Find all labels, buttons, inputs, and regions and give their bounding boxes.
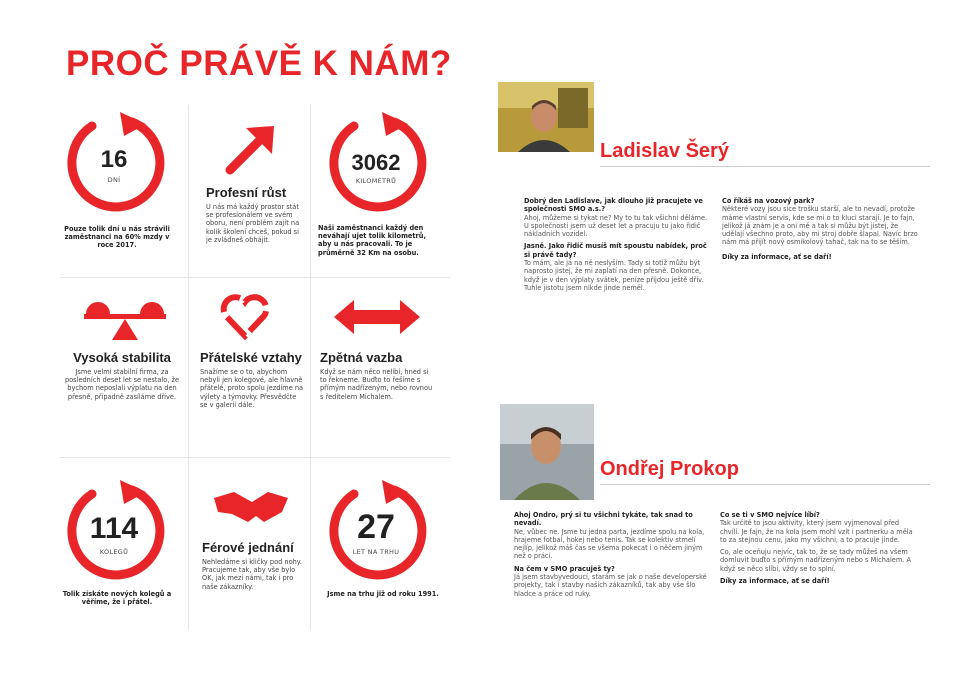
interview-left-column: Ahoj Ondro, prý si tu všichni tykáte, tak snad to nevadí. Ne, vůbec ne. Jsme tu jedna parta, jezdíme spolu na kola, hrajeme fotbal, hokej nebo tenis. Tak se kolektiv stmelí nejlíp, jelikož máš čas se všema pokecat i o něčem jiným než o práci. Na čem v SMO pracuješ ty? Já jsem stavbyvedoucí, starám se jak o naše developerské projekty, tak i stavby našich zákazníků, tak aby vše šlo hladce a práce od ruky. xyxy=(514,511,707,598)
fair-heading: Férové jednání xyxy=(202,540,294,555)
heart-arrows-icon xyxy=(218,292,272,340)
balance-scale-icon xyxy=(80,292,170,342)
interview-thanks: Díky za informace, ať se daří! xyxy=(720,577,830,586)
days-number: 16 xyxy=(100,146,128,173)
page-title: PROČ PRÁVĚ K NÁM? xyxy=(66,44,452,83)
days-unit: DNÍ xyxy=(107,176,121,184)
colleagues-unit: KOLEGŮ xyxy=(99,548,129,556)
growth-block xyxy=(206,185,302,244)
interview-right-column: Co říkáš na vozový park? Některé vozy jsou sice trošku starší, ale to nevadí, protože máme vlastní servis, kde se mi o to kluci starají. Je to fajn, jelikož já znám je a oni mě a tak si můžu být jistej, že udělají všechno proto, aby mi stroj dobře šlapal. Navíc brzo nám má přijít nový osmikolový tahač, tak na to se těším. Díky za informace, ať se daří! xyxy=(722,197,918,261)
stability-block xyxy=(64,350,180,401)
handshake-icon xyxy=(212,488,290,526)
stability-text: Jsme velmi stabilní firma, za posledních deset let se nestalo, že bychom neposlali výplatu na den přesně, případně zasíláme dříve. xyxy=(64,368,180,401)
name-underline xyxy=(600,166,930,167)
friendly-block xyxy=(200,350,304,409)
ring-colleagues xyxy=(62,478,166,582)
avatar xyxy=(498,82,594,152)
fair-block xyxy=(202,540,302,591)
growth-text: U nás má každý prostor stát se profesionálem ve svém oboru, není problém zajít na kolik školení chceš, pokud si je zvládneš obhájit. xyxy=(206,203,300,244)
ring-years xyxy=(324,478,428,582)
years-unit: LET NA TRHU xyxy=(352,548,400,556)
grid-divider xyxy=(188,105,189,630)
growth-heading: Profesní růst xyxy=(206,185,287,200)
ring-km xyxy=(324,110,428,214)
years-caption: Jsme na trhu již od roku 1991. xyxy=(327,590,439,598)
colleagues-number: 114 xyxy=(89,512,139,545)
interview-left-column: Dobrý den Ladislave, jak dlouho již pracujete ve společnosti SMO a.s.? Ahoj, můžeme si tykat ne? My to tu tak všichni děláme. U společnosti jsem už deset let a pracuju tu jako řidič nákladních vozidel. Jasně. Jako řidič musíš mít spoustu nabídek, proč si právě tady? To mám, ale já na ně neslyším. Tady si totiž můžu být naprosto jistej, že mi zaplatí na den přesně. Dokonce, když je v den výplaty svátek, peníze přijdou ještě dřív. Tuhle jistotu jsem nikde jinde neměl. xyxy=(524,197,708,292)
years-number: 27 xyxy=(357,508,395,546)
interviewee-name: Ladislav Šerý xyxy=(600,140,729,162)
name-underline xyxy=(600,484,930,485)
stability-heading: Vysoká stabilita xyxy=(73,350,171,365)
double-arrow-icon xyxy=(332,296,422,338)
grid-divider xyxy=(60,277,450,278)
days-caption: Pouze tolik dní u nás strávili zaměstnanci na 60% mzdy v roce 2017. xyxy=(64,225,170,250)
km-number: 3062 xyxy=(351,150,401,175)
km-caption: Naši zaměstnanci každý den neváhají ujet tolik kilometrů, aby u nás pracovali. To je průměrně 32 Km na osobu. xyxy=(318,224,427,257)
ring-days xyxy=(62,110,166,214)
interview-right-column: Co se ti v SMO nejvíce líbí? Tak určitě to jsou aktivity, který jsem vyjmenoval před chvílí. Je fajn, že na kola jsem mohl vzít i partnerku a měla to za stejnou cenu, jako my všichni, a to pracuje jinde. Co, ale oceňuju nejvíc, tak to, že se tady můžeš na všem domluvit buďto s přímým nadřízeným nebo s Michalem. A když se něco slíbí, vždy se to splní. Díky za informace, ať se daří! xyxy=(720,511,916,585)
friendly-heading: Přátelské vztahy xyxy=(200,350,302,365)
feedback-heading: Zpětná vazba xyxy=(320,350,403,365)
interviewee-name: Ondřej Prokop xyxy=(600,458,739,480)
grid-divider xyxy=(310,105,311,630)
avatar xyxy=(500,404,594,500)
arrow-up-right-icon xyxy=(222,122,278,178)
friendly-text: Snažíme se o to, abychom nebyli jen kolegové, ale hlavně přátelé, proto spolu jezdíme na výlety a týmovky. Přesvědčte se v galerii dále. xyxy=(200,368,304,409)
fair-text: Nehledáme si kličky pod nohy. Pracujeme tak, aby vše bylo OK, jak mezi námi, tak i pro naše zákazníky. xyxy=(202,558,302,591)
feedback-block xyxy=(320,350,434,401)
feedback-text: Když se nám něco nelíbí, hned si to řekneme. Buďto to řešíme s přímým nadřízeným, nebo rovnou s ředitelem Michalem. xyxy=(320,368,433,401)
colleagues-caption: Tolik získáte nových kolegů a věříme, že i přátel. xyxy=(62,590,172,607)
interview-thanks: Díky za informace, ať se daří! xyxy=(722,252,832,261)
grid-divider xyxy=(60,457,450,458)
km-unit: KILOMETRŮ xyxy=(355,177,397,185)
